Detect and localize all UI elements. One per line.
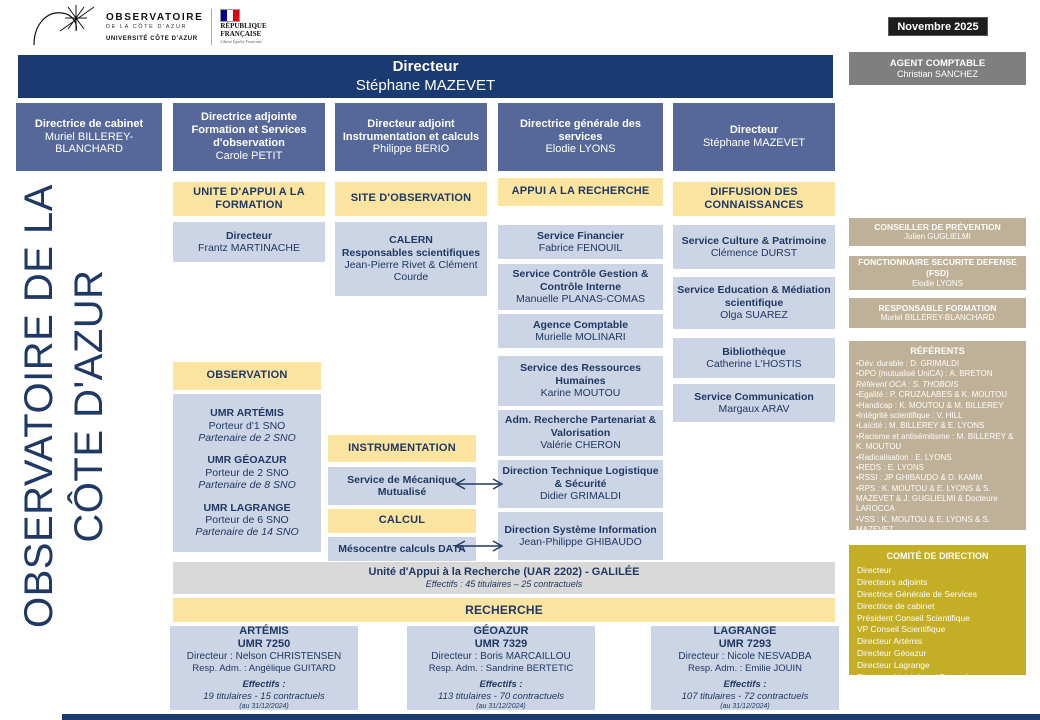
umr-lagrange: UMR LAGRANGE Porteur de 6 SNO Partenaire de 14 SNO <box>195 501 299 539</box>
director-title: Directeur <box>392 57 459 75</box>
french-flag-icon <box>220 9 240 22</box>
box-title: Directrice de cabinet <box>34 117 144 130</box>
director-box-directeur <box>673 103 835 171</box>
box-name: Stéphane MAZEVET <box>702 137 806 149</box>
director-box-dgs <box>498 103 663 171</box>
umr-artemis: UMR ARTÉMIS Porteur d'1 SNO Partenaire de 2 SNO <box>198 407 296 445</box>
service-box-adm-recherche: Adm. Recherche Partenariat & Valorisation Valérie CHERON <box>498 410 663 456</box>
box-title: CALERN <box>389 234 433 247</box>
director-box-cabinet <box>16 103 162 171</box>
calern-box <box>335 222 487 296</box>
director-box-formation <box>173 103 325 171</box>
service-box-direction-systeme: Direction Système Information Jean-Philippe GHIBAUDO <box>498 512 663 560</box>
director-name: Stéphane MAZEVET <box>355 76 496 94</box>
service-box-education: Service Education & Médiation scientifique Olga SUAREZ <box>673 277 835 329</box>
section-header-appui-recherche: APPUI A LA RECHERCHE <box>498 178 663 206</box>
observation-umrs-box <box>173 394 321 552</box>
box-name: Frantz MARTINACHE <box>198 242 300 254</box>
org-name: OBSERVATOIRE <box>106 12 204 23</box>
oca-logo-text <box>106 12 203 42</box>
box-title: Directeur <box>729 124 779 137</box>
service-box-ressources-humaines: Service des Ressources Humaines Karine MOUTOU <box>498 356 663 406</box>
officer-box-formation: RESPONSABLE FORMATION Muriel BILLEREY-BLANCHARD <box>849 298 1026 328</box>
oca-logo <box>32 4 272 50</box>
director-header-bar <box>18 55 833 98</box>
lab-box-lagrange: LAGRANGE UMR 7293 Directeur : Nicole NESVADBA Resp. Adm. : Emilie JOUIN Effectifs : 107 titulaires - 72 contractuels (au 31/12/2024) <box>651 626 839 710</box>
service-box-communication: Service Communication Margaux ARAV <box>673 384 835 422</box>
galilee-bar <box>173 562 835 594</box>
umr-geoazur: UMR GÉOAZUR Porteur de 2 SNO Partenaire de 8 SNO <box>198 454 296 492</box>
section-header-observation: OBSERVATION <box>173 362 321 390</box>
box-title: Directrice adjointe Formation et Services d'observation <box>191 111 307 149</box>
service-box-culture: Service Culture & Patrimoine Clémence DURST <box>673 225 835 269</box>
service-box-controle-gestion: Service Contrôle Gestion & Contrôle Interne Manuelle PLANAS-COMAS <box>498 264 663 310</box>
service-box-agence-comptable: Agence Comptable Murielle MOLINARI <box>498 314 663 348</box>
service-box-bibliotheque: Bibliothèque Catherine L'HOSTIS <box>673 338 835 378</box>
university-name: UNIVERSITÉ CÔTE D'AZUR <box>106 36 198 42</box>
box-name: Christian SANCHEZ <box>896 69 979 79</box>
section-header-recherche: RECHERCHE <box>173 598 835 622</box>
box-title: Directeur <box>225 229 273 242</box>
section-header-instrumentation: INSTRUMENTATION <box>328 435 476 462</box>
vertical-title-line2: CÔTE D'AZUR <box>67 269 111 543</box>
agent-comptable-box <box>849 52 1026 85</box>
section-header-site-observation: SITE D'OBSERVATION <box>335 182 487 216</box>
lab-box-geoazur: GÉOAZUR UMR 7329 Directeur : Boris MARCAILLOU Resp. Adm. : Sandrine BERTETIC Effectifs : 113 titulaires - 70 contractuels (au 31/12/2024) <box>407 626 595 710</box>
service-box-financier: Service Financier Fabrice FENOUIL <box>498 225 663 259</box>
box-name: Carole PETIT <box>215 149 283 162</box>
lab-box-artemis: ARTÉMIS UMR 7250 Directeur : Nelson CHRISTENSEN Resp. Adm. : Angélique GUITARD Effectifs : 19 titulaires - 15 contractuels (au 31/12/2024) <box>170 626 358 710</box>
arrow-mecanique-technique-icon <box>452 477 506 491</box>
mecanique-box: Service de Mécanique Mutualisé <box>328 467 476 505</box>
observatory-sketch-icon <box>32 5 98 49</box>
galilee-title: Unité d'Appui à la Recherche (UAR 2202) - GALILÉE <box>368 565 640 578</box>
org-subname: DE LA CÔTE D'AZUR <box>106 24 188 30</box>
section-header-formation: UNITE D'APPUI A LA FORMATION <box>173 182 325 216</box>
section-header-diffusion: DIFFUSION DES CONNAISSANCES <box>673 182 835 216</box>
formation-director-box <box>173 222 325 262</box>
arrow-mesocentre-systeme-icon <box>452 539 506 553</box>
vertical-title <box>14 160 114 652</box>
box-title: AGENT COMPTABLE <box>889 58 986 69</box>
box-name: Philippe BERIO <box>372 143 450 156</box>
mesocentre-box: Mésocentre calculs DATA <box>328 537 476 561</box>
director-box-instrumentation <box>335 103 487 171</box>
box-name: Muriel BILLEREY-BLANCHARD <box>44 130 134 156</box>
officer-box-prevention: CONSEILLER DE PRÉVENTION Julien GUGLIELMI <box>849 218 1026 246</box>
box-title: Directrice générale des services <box>519 117 642 143</box>
section-header-calcul: CALCUL <box>328 509 476 533</box>
republique-francaise-logo <box>220 9 272 44</box>
box-name: Elodie LYONS <box>545 143 616 156</box>
republique-label: RÉPUBLIQUE FRANÇAISE <box>220 22 267 39</box>
comite-direction-box: COMITÉ DE DIRECTION Directeur Directeurs adjoints Directrice Générale de Services Directrice de cabinet Président Conseil Scientifique VP Conseil Scientifique Directeur Artémis Directeur Géoazur Directeur Lagrange Directeur Unité Appui Formation <box>849 545 1026 675</box>
box-title: Directeur adjoint Instrumentation et calculs <box>342 117 480 143</box>
service-box-direction-technique: Direction Technique Logistique & Sécurité Didier GRIMALDI <box>498 460 663 508</box>
officer-box-fsd: FONCTIONNAIRE SECURITE DEFENSE (FSD) Elodie LYONS <box>849 256 1026 290</box>
referents-box: RÉFÉRENTS •Dév. durable : D. GRIMALDI •DPO (mutualisé UniCA) : A. BRETON Référent OCA : S. THOBOIS •Egalité : P. CRUZALABES & K. MOUTOU •Handicap : K. MOUTOU & M. BILLEREY •Intégrité scientifique : V. HILL •Laïcité : M. BILLEREY & E. LYONS •Racisme et antisémitisme : M. BILLEREY & K. MOUTOU •Radicalisation : E. LYONS •REDS : E. LYONS •RSSI : JP GHIBAUDO & D. KAMM •RPS : K. MOUTOU & E. LYONS & S. MAZEVET & J. GUGLIELMI & Docteure LAROCCA •VSS : K. MOUTOU & E. LYONS & S. MAZEVET <box>849 341 1026 530</box>
date-badge: Novembre 2025 <box>888 17 988 36</box>
box-name: Jean-Pierre Rivet & Clément Courde <box>344 259 478 284</box>
republique-motto: Liberté Égalité Fraternité <box>220 38 262 44</box>
vertical-title-line1: OBSERVATOIRE DE LA <box>17 184 61 628</box>
box-subtitle: Responsables scientifiques <box>341 246 481 259</box>
galilee-effectifs: Effectifs : 45 titulaires – 25 contractuels <box>425 578 583 589</box>
logo-divider <box>211 9 212 45</box>
bottom-accent-strip <box>62 714 1040 720</box>
